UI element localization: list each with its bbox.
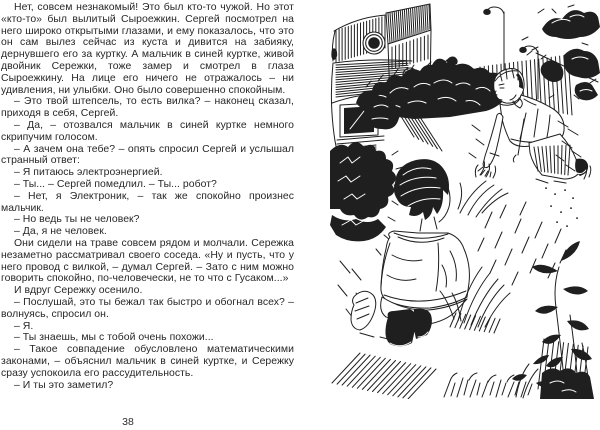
page-number: 38 bbox=[122, 416, 134, 428]
leafy-plants bbox=[512, 241, 594, 399]
text-column bbox=[1, 2, 294, 391]
lamp-head bbox=[483, 9, 491, 15]
paragraph: Они сидели на траве совсем рядом и молчали. Сережка незаметно рассматривал своего соседа. «Ну и пусть, что у него провод с вилкой, – думал Сергей. – Зато с ним можно говорить спокойно, по-человечески, не то что с Гусаком...» bbox=[1, 237, 294, 285]
boy-sergei-boot bbox=[385, 309, 416, 346]
paragraph: – И ты это заметил? bbox=[14, 379, 114, 391]
paragraph: – Да, я не человек. bbox=[14, 226, 107, 238]
paragraph: – Но ведь ты не человек? bbox=[14, 214, 140, 226]
paragraph: – Ты знаешь, мы с тобой очень похожи... bbox=[14, 332, 214, 344]
paragraph: – Да, – отозвался мальчик в синей куртке немного скрипучим голосом. bbox=[1, 119, 294, 143]
paragraph: – А зачем она тебе? – опять спросил Сергей и услышал странный ответ: bbox=[1, 143, 294, 167]
paragraph: Нет, совсем незнакомый! Это был кто-то чужой. Но этот «кто-то» был вылитый Сыроежкин. Сергей посмотрел на него широко открытыми глазами, и ему показалось, что это он сам вылез сейчас из куста и дивится на забияку, дернувшего его за куртку. А мальчик в синей куртке, живой двойник Сережки, тоже замер и смотрел в глаза Сыроежкину. На лице его ничего не отражалось – ни удивления, ни улыбки. Оно было совершенно спокойным. bbox=[1, 2, 294, 96]
book-illustration bbox=[330, 3, 600, 399]
paragraph: – Нет, я Электроник, – так же спокойно произнес мальчик. bbox=[1, 190, 294, 214]
paragraph: – Послушай, это ты бежал так быстро и обогнал всех? – волнуясь, спросил он. bbox=[1, 296, 294, 320]
lamp-head bbox=[519, 47, 527, 53]
paragraph: И вдруг Сережку осенило. bbox=[14, 285, 143, 297]
paragraph: – Я питаюсь электроэнергией. bbox=[14, 167, 163, 179]
paragraph: – Такое совпадение обусловлено математическими законами, – объяснил мальчик в синей куртке, и Сережку сразу успокоила его рассудительность. bbox=[1, 344, 294, 379]
paragraph: – Я. bbox=[14, 320, 34, 332]
ground-shadow-hatch bbox=[332, 353, 436, 399]
paragraph: – Ты... – Сергей помедлил. – Ты... робот? bbox=[14, 178, 217, 190]
paragraph: – Это твой штепсель, то есть вилка? – наконец сказал, приходя в себя, Сергей. bbox=[1, 96, 294, 120]
